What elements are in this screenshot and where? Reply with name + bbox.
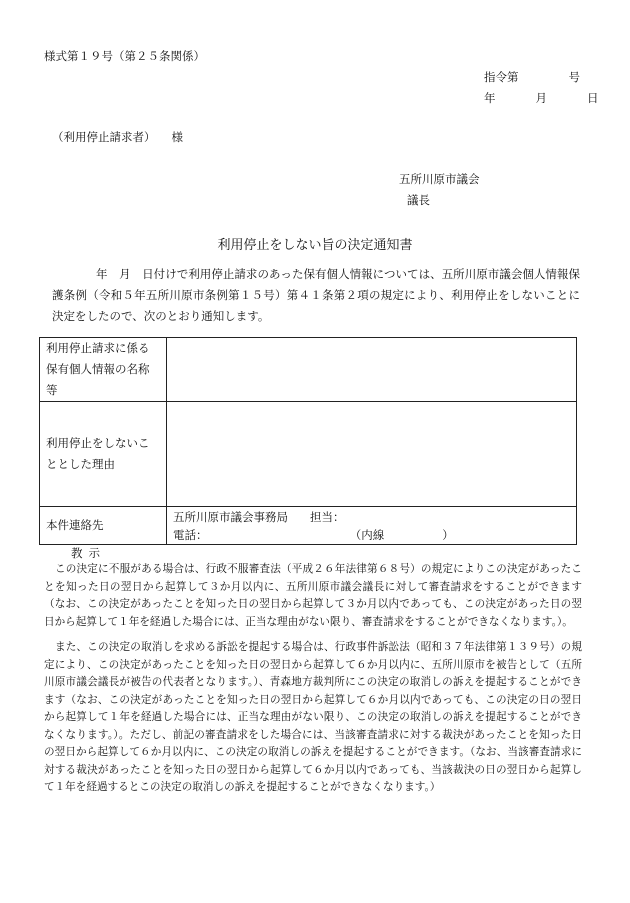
notice-paragraph-1: この決定に不服がある場合は、行政不服審査法（平成２６年法律第６８号）の規定によりこの決定があったことを知った日の翌日から起算して３か月以内に、五所川原市議会議長に対して審査請求をすることができます（なお、この決定があったことを知った日の翌日から起算して３か月以内であっても、この決定があった日の翌日から起算して１年を経過した場合には、正当な理由がない限り、審査請求をすることができなくなります。）。 [44,563,582,628]
contact-phone-line [173,526,570,544]
issuer-organization: 五所川原市議会 [399,172,480,186]
addressee [52,129,183,145]
contact-ext-open: （内線 [355,527,385,542]
row-label-reason: 利用停止をしないこととした理由 [40,402,167,507]
contact-office-line [173,508,570,526]
value-contact [167,507,577,545]
document-title: 利用停止をしない旨の決定通知書 [217,238,413,253]
form-number: 様式第１９号（第２５条関係） [44,49,205,63]
issuer-title: 議長 [407,193,430,207]
date-month: 月 [535,91,547,105]
addressee-honorific: 様 [171,130,183,144]
reference-suffix: 号 [568,70,580,84]
notice-heading: 教示 [71,546,106,560]
table-row [40,507,577,545]
document-body: 年 月 日付けで利用停止請求のあった保有個人情報については、五所川原市議会個人情報保護条例（令和５年五所川原市条例第１５号）第４１条第２項の規定により、利用停止をしないことに決定をしたので、次のとおり通知します。 [52,267,580,323]
contact-ext-close: ） [442,527,454,542]
row-label-contact: 本件連絡先 [40,507,167,545]
addressee-role: （利用停止請求者） [52,130,156,144]
reference-number [484,69,580,85]
contact-person-label: 担当： [310,509,345,524]
table-row [40,402,577,507]
notice-paragraph-2: また、この決定の取消しを求める訴訟を提起する場合は、行政事件訴訟法（昭和３７年法律第１３９号）の規定により、この決定があったことを知った日の翌日から起算して６か月以内に、五所川原市を被告として（五所川原市議会議長が被告の代表者となります。）、青森地方裁判所にこの決定の取消しの訴えを提起することができます（なお、この決定があったことを知った日の翌日から起算して６か月以内であっても、この決定の日の翌日から起算して１年を経過した場合には、正当な理由がない限り、この決定の取消しの訴えを提起することができなくなります。）。ただし、前記の審査請求をした場合には、当該審査請求に対する裁決があったことを知った日の翌日から起算して６か月以内に、この決定の取消しの訴えを提起することができます。（なお、当該審査請求に対する裁決があったことを知った日の翌日から起算して６か月以内であっても、当該裁決の日の翌日から起算して１年を経過するとこの決定の取消しの訴えを提起することができなくなります。） [44,641,582,793]
info-table [39,337,577,545]
contact-phone-label: 電話： [173,527,208,542]
issue-date [484,90,599,106]
row-label-info-name: 利用停止請求に係る保有個人情報の名称等 [40,338,167,402]
reference-prefix: 指令第 [484,70,519,84]
table-row [40,338,577,402]
date-day: 日 [587,91,599,105]
value-info-name [167,338,577,402]
value-reason [167,402,577,507]
date-year: 年 [484,91,496,105]
contact-office: 五所川原市議会事務局 [173,509,288,524]
